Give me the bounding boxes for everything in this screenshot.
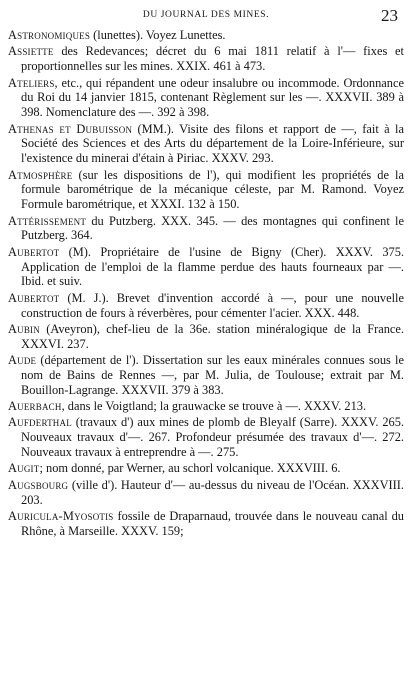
running-head xyxy=(8,6,404,28)
index-entry xyxy=(8,322,404,352)
index-entries xyxy=(8,28,404,539)
entry-text: ; nom donné, par Werner, au schorl volcanique. XXXVIII. 6. xyxy=(39,461,341,476)
entry-headword: Auerbach xyxy=(8,399,62,414)
page-number: 23 xyxy=(381,6,398,25)
entry-headword: Augit xyxy=(8,461,40,476)
entry-headword: Ateliers xyxy=(8,75,55,90)
running-title: DU JOURNAL DES MINES. xyxy=(142,10,270,20)
index-entry xyxy=(8,168,404,212)
index-entry xyxy=(8,44,404,74)
entry-headword: Assiette xyxy=(8,44,54,59)
entry-text: (sur les dispositions de l'), qui modifient les propriétés de la formule barométrique de la mécanique céleste, par M. Ramond. Voyez Formule barométrique, et XXXI. 132 à 150. xyxy=(21,167,404,212)
entry-headword: Augsbourg xyxy=(8,477,69,492)
entry-headword: Atmosphère xyxy=(8,167,73,182)
index-entry xyxy=(8,76,404,120)
entry-text: (MM.). Visite des filons et rapport de —, fait à la Société des Sciences et des Arts du département de la Loire-Inférieure, sur l'existence du minerai d'étain à Piriac. XXXV. 293. xyxy=(21,121,404,166)
index-entry xyxy=(8,245,404,289)
entry-headword: Aubin xyxy=(8,321,40,336)
entry-headword: Athenas et Dubuisson xyxy=(8,121,133,136)
index-entry xyxy=(8,478,404,508)
entry-text: fossile de Draparnaud, trouvée dans le nouveau canal du Rhône, à Marseille. XXXV. 159; xyxy=(21,509,404,538)
index-entry xyxy=(8,415,404,459)
index-entry xyxy=(8,28,404,43)
entry-headword: Aufderthal xyxy=(8,415,72,430)
entry-text: (M). Propriétaire de l'usine de Bigny (Cher). XXXV. 375. Application de l'emploi de la flamme perdue des hauts fourneaux par —. Ibid. et suiv. xyxy=(21,244,404,289)
entry-text: du Putzberg. XXX. 345. — des montagnes qui confinent le Putzberg. 364. xyxy=(21,213,404,243)
entry-headword: Aubertot xyxy=(8,244,60,259)
entry-text: (travaux d') aux mines de plomb de Bleyalf (Sarre). XXXV. 265. Nouveaux travaux d'—. 267. Profondeur présumée des travaux d'—. 272. Nouveaux travaux à entreprendre à —. 275. xyxy=(21,415,404,460)
entry-headword: Aubertot xyxy=(8,290,60,305)
entry-text: , dans le Voigtland; la grauwacke se trouve à —. XXXV. 213. xyxy=(61,399,367,414)
index-entry xyxy=(8,353,404,397)
index-entry xyxy=(8,122,404,166)
entry-headword: Auricula-Myosotis xyxy=(8,509,114,524)
entry-text: (M. J.). Brevet d'invention accordé à —, pour une nouvelle construction de fours à réverbères, pour cémenter l'acier. XXX. 448. xyxy=(21,290,404,320)
index-entry xyxy=(8,291,404,321)
index-entry xyxy=(8,214,404,244)
entry-text: (Aveyron), chef-lieu de la 36e. station minéralogique de la France. XXXVI. 237. xyxy=(21,321,404,351)
entry-text: (lunettes). Voyez Lunettes. xyxy=(90,28,226,42)
entry-headword: Astronomiques xyxy=(8,28,91,42)
entry-text: des Redevances; décret du 6 mai 1811 relatif à l'— fixes et proportionnelles sur les mines. XXIX. 461 à 473. xyxy=(21,44,404,74)
entry-text: , etc., qui répandent une odeur insalubre ou incommode. Ordonnance du Roi du 14 janvier 1815, contenant Règlement sur les —. XXXVII. 389 à 398. Nomenclature des —. 392 à 398. xyxy=(21,75,404,120)
entry-text: (ville d'). Hauteur d'— au-dessus du niveau de l'Océan. XXXVIII. 203. xyxy=(21,477,404,507)
entry-headword: Attérissement xyxy=(8,213,87,228)
entry-headword: Aude xyxy=(8,353,37,368)
index-entry xyxy=(8,509,404,539)
entry-text: (département de l'). Dissertation sur les eaux minérales connues sous le nom de Bains de Rennes —, par M. Julia, de Toulouse; extrait par M. Bouillon-Lagrange. XXXVII. 379 à 383. xyxy=(21,353,404,397)
index-entry xyxy=(8,399,404,414)
index-entry xyxy=(8,461,404,476)
